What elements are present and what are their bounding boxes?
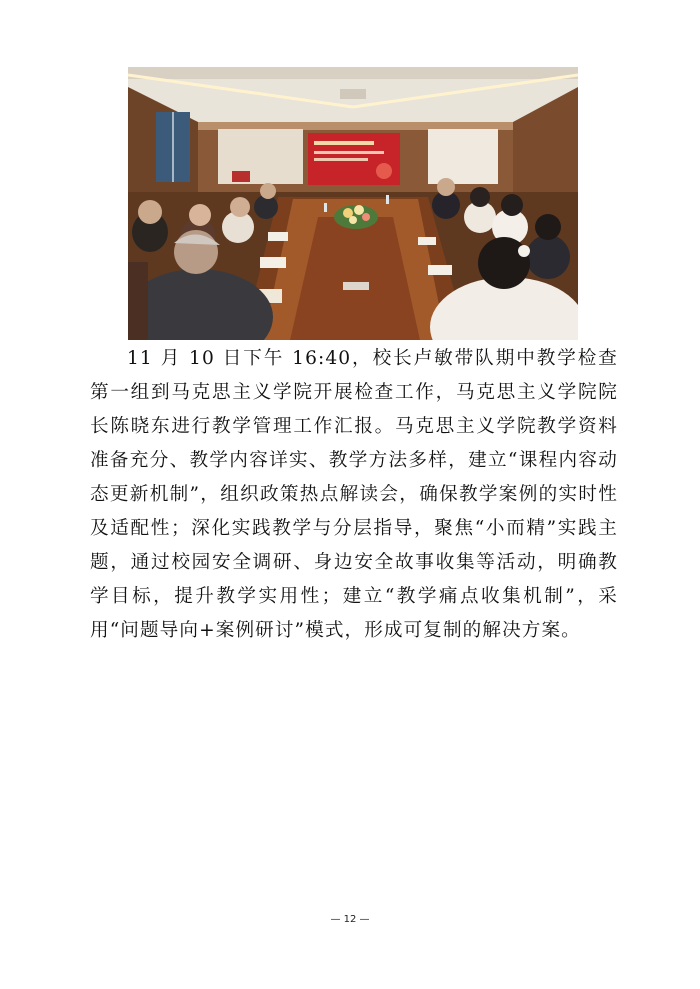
page-number: — 12 — (330, 914, 370, 925)
meeting-photo (128, 67, 578, 340)
meeting-room-photo (128, 67, 578, 340)
article-paragraph: 11 月 10 日下午 16:40，校长卢敏带队期中教学检查第一组到马克思主义学院开展检查工作，马克思主义学院院长陈晓东进行教学管理工作汇报。马克思主义学院教学资料准备充分、教学内容详实、教学方法多样，建立“课程内容动态更新机制”，组织政策热点解读会，确保教学案例的实时性及适配性；深化实践教学与分层指导，聚焦“小而精”实践主题，通过校园安全调研、身边安全故事收集等活动，明确教学目标，提升教学实用性；建立“教学痛点收集机制”，采用“问题导向+案例研讨”模式，形成可复制的解决方案。 (90, 348, 618, 641)
